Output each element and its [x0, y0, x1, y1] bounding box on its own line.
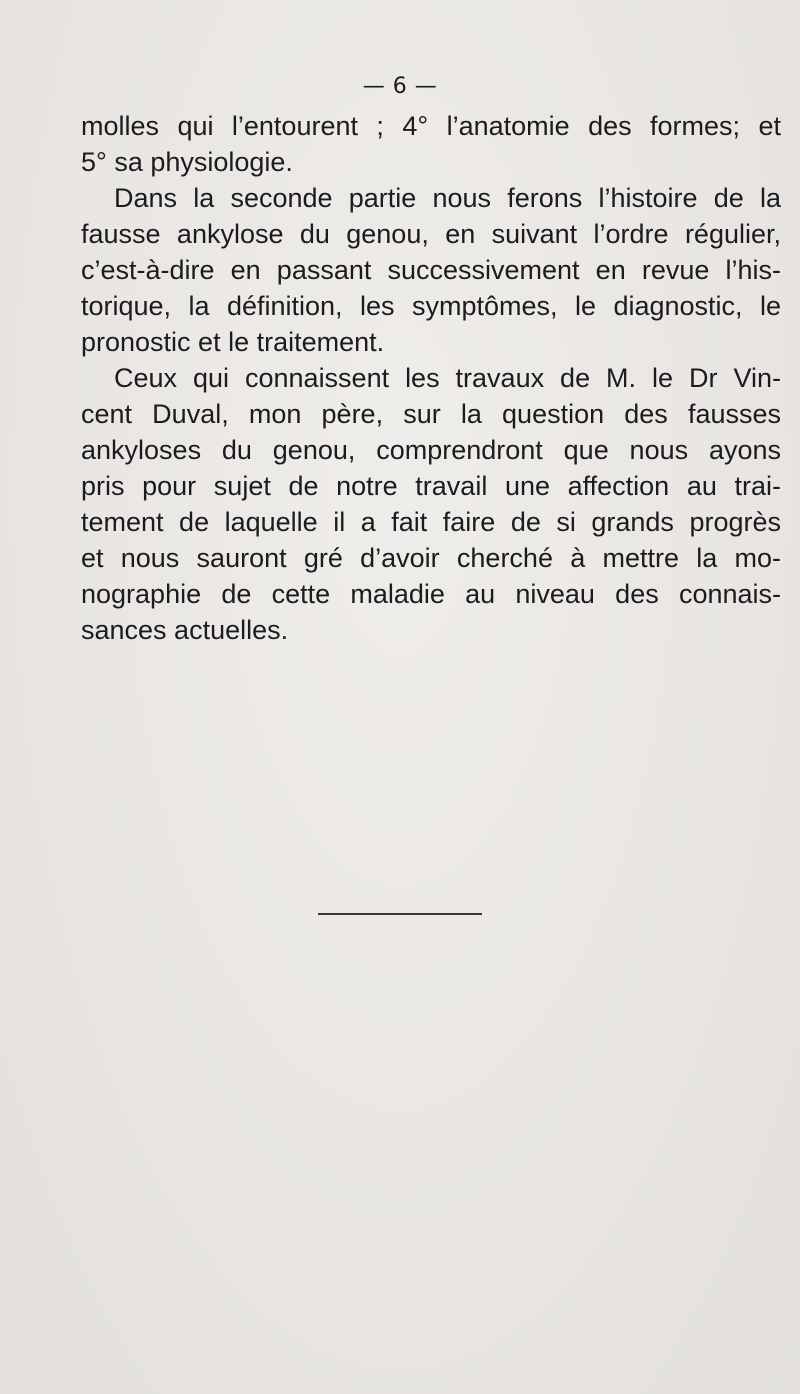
text-line: molles qui l’entourent ; 4° l’anatomie des formes; et: [81, 111, 781, 141]
text-line: pris pour sujet de notre travail une affection au trai-: [81, 471, 781, 501]
body-text: [81, 108, 781, 648]
text-line: pronostic et le traitement.: [81, 327, 385, 357]
text-line: fausse ankylose du genou, en suivant l’ordre régulier,: [81, 219, 781, 249]
text-line: ankyloses du genou, comprendront que nous ayons: [81, 435, 781, 465]
text-line: torique, la définition, les symptômes, le diagnostic, le: [81, 291, 781, 321]
text-line: sances actuelles.: [81, 615, 289, 645]
page-number: — 6 —: [362, 74, 438, 99]
text-line: Ceux qui connaissent les travaux de M. le Dr Vin-: [114, 363, 781, 393]
text-line: tement de laquelle il a fait faire de si grands progrès: [81, 507, 781, 537]
text-line: 5° sa physiologie.: [81, 147, 293, 177]
text-line: et nous sauront gré d’avoir cherché à mettre la mo-: [81, 543, 781, 573]
section-divider: [318, 913, 482, 915]
text-line: c’est-à-dire en passant successivement en revue l’his-: [81, 255, 781, 285]
text-line: cent Duval, mon père, sur la question des fausses: [81, 399, 781, 429]
text-line: nographie de cette maladie au niveau des connais-: [81, 579, 781, 609]
text-line: Dans la seconde partie nous ferons l’histoire de la: [114, 183, 781, 213]
